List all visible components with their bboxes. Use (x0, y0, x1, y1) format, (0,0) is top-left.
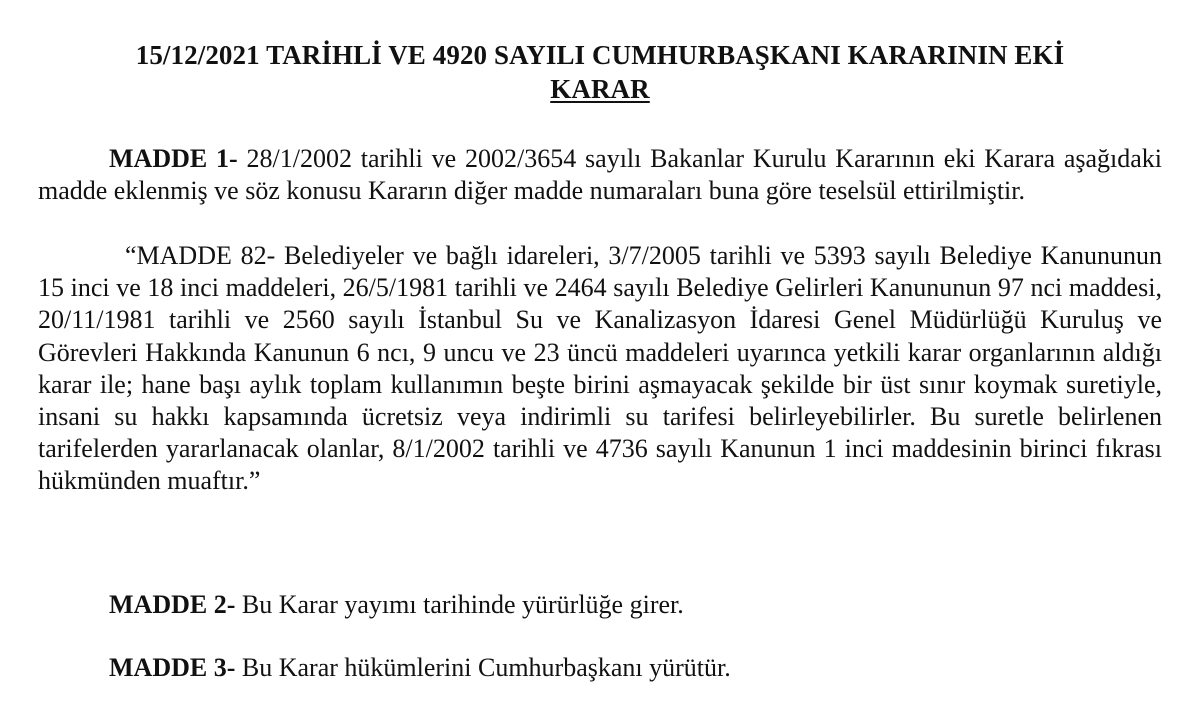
article-3-label: MADDE 3- (109, 653, 236, 682)
article-2-label: MADDE 2- (109, 590, 236, 619)
article-82-text: “MADDE 82- Belediyeler ve bağlı idareleri, 3/7/2005 tarihli ve 5393 sayılı Belediye Kanununun 15 inci ve 18 inci maddeleri, 26/5/1981 tarihli ve 2464 sayılı Belediye Gelirleri Kanununun 97 nci maddesi, 20/11/1981 tarihli ve 2560 sayılı İstanbul Su ve Kanalizasyon İdaresi Genel Müdürlüğü Kuruluş ve Görevleri Hakkında Kanunun 6 ncı, 9 uncu ve 23 üncü maddeleri uyarınca yetkili karar organlarının aldığı karar ile; hane başı aylık toplam kullanımın beşte birini aşmayacak şekilde bir üst sınır koymak suretiyle, insani su hakkı kapsamında ücretsiz veya indirimli su tarifesi belirleyebilirler. Bu suretle belirlenen tarifelerden yararlanacak olanlar, 8/1/2002 tarihli ve 4736 sayılı Kanunun 1 inci maddesinin birinci fıkrası hükmünden muaftır.” (38, 241, 1162, 496)
article-2 (38, 589, 1162, 621)
article-1 (38, 143, 1162, 207)
article-3 (38, 652, 1162, 684)
article-2-text: Bu Karar yayımı tarihinde yürürlüğe girer. (235, 590, 684, 619)
article-1-text: 28/1/2002 tarihli ve 2002/3654 sayılı Bakanlar Kurulu Kararının eki Karara aşağıdaki madde eklenmiş ve söz konusu Kararın diğer madde numaraları buna göre teselsül ettirilmiştir. (38, 144, 1162, 206)
document-title-line2: KARAR (550, 74, 650, 104)
article-82-quote (38, 240, 1162, 498)
document-title-line1: 15/12/2021 TARİHLİ VE 4920 SAYILI CUMHURBAŞKANI KARARININ EKİ (135, 40, 1065, 70)
article-1-label: MADDE 1- (109, 144, 238, 173)
article-3-text: Bu Karar hükümlerini Cumhurbaşkanı yürütür. (235, 653, 731, 682)
